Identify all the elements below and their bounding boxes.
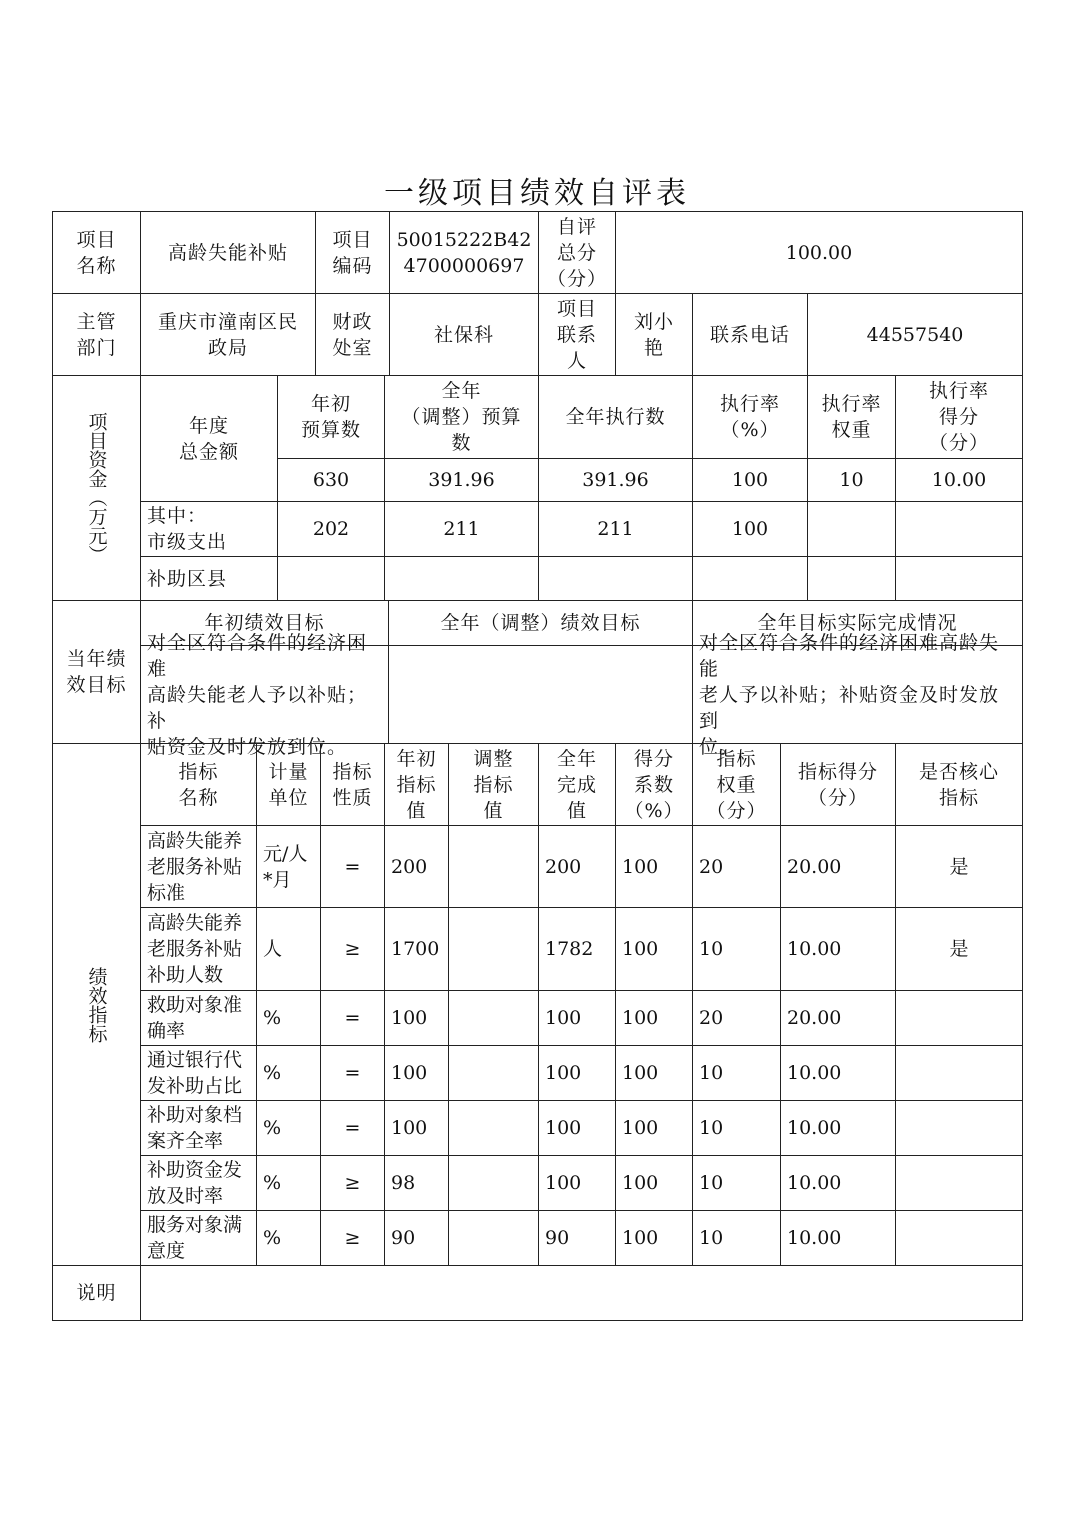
indicator-row-core: [895, 990, 1023, 1046]
indicator-row-core: [895, 1045, 1023, 1101]
funds-county-score: [895, 556, 1023, 601]
funds-total-executed: 391.96: [538, 458, 693, 502]
indicator-row-weight: 10: [692, 1100, 781, 1156]
indicator-row-actual: 100: [538, 990, 616, 1046]
funds-total-rate: 100: [692, 458, 808, 502]
indicator-row-score: 10.00: [780, 1210, 896, 1266]
self-score-label: 自评 总分 （分）: [538, 211, 616, 294]
indicator-row-score: 20.00: [780, 990, 896, 1046]
indicator-row-core: [895, 1100, 1023, 1156]
funds-total-initial: 630: [277, 458, 385, 502]
funds-city-rate: 100: [692, 501, 808, 557]
indicator-row-name: 补助资金发 放及时率: [140, 1155, 257, 1211]
indicator-row-coef: 100: [615, 825, 693, 908]
indicator-header-name: 指标 名称: [140, 743, 257, 826]
indicator-row-coef: 100: [615, 1210, 693, 1266]
project-code-label: 项目 编码: [315, 211, 390, 294]
indicator-row-actual: 100: [538, 1100, 616, 1156]
indicator-row-nature: =: [320, 1100, 385, 1156]
funds-initial-header: 年初 预算数: [277, 375, 385, 459]
goals-section-label: 当年绩 效目标: [52, 600, 141, 744]
indicator-row-coef: 100: [615, 1045, 693, 1101]
indicator-row-coef: 100: [615, 1100, 693, 1156]
indicator-row-adjusted: [448, 990, 539, 1046]
indicator-row-initial: 98: [384, 1155, 449, 1211]
indicator-row-adjusted: [448, 1100, 539, 1156]
funds-city-initial: 202: [277, 501, 385, 557]
indicator-header-actual: 全年 完成 值: [538, 743, 616, 826]
funds-city-score: [895, 501, 1023, 557]
goals-initial-header: 年初绩效目标: [140, 600, 389, 646]
finance-office-value: 社保科: [389, 293, 539, 376]
contact-value: 刘小 艳: [615, 293, 693, 376]
indicators-section-label: 绩效指标: [52, 743, 141, 1266]
remarks-value: [140, 1265, 1023, 1321]
indicator-row-nature: ≥: [320, 1210, 385, 1266]
indicator-row-initial: 100: [384, 1100, 449, 1156]
goals-actual-header: 全年目标实际完成情况: [692, 600, 1023, 646]
indicator-row-score: 10.00: [780, 1100, 896, 1156]
indicator-row-adjusted: [448, 825, 539, 908]
indicator-row-core: 是: [895, 825, 1023, 908]
funds-county-label: 补助区县: [140, 556, 278, 601]
indicator-header-adjusted: 调整 指标 值: [448, 743, 539, 826]
phone-value: 44557540: [807, 293, 1023, 376]
indicator-row-weight: 20: [692, 990, 781, 1046]
indicator-header-initial: 年初 指标 值: [384, 743, 449, 826]
funds-city-executed: 211: [538, 501, 693, 557]
indicator-row-name: 高龄失能养 老服务补贴 补助人数: [140, 907, 257, 991]
indicator-row-adjusted: [448, 1210, 539, 1266]
funds-weight-header: 执行率 权重: [807, 375, 896, 459]
indicator-row-score: 10.00: [780, 907, 896, 991]
indicator-row-coef: 100: [615, 907, 693, 991]
indicator-row-weight: 10: [692, 1155, 781, 1211]
indicator-row-weight: 10: [692, 1210, 781, 1266]
indicator-row-coef: 100: [615, 990, 693, 1046]
indicator-row-unit: %: [256, 1100, 321, 1156]
dept-value: 重庆市潼南区民 政局: [140, 293, 316, 376]
funds-city-label: 其中： 市级支出: [140, 501, 278, 557]
indicator-row-name: 补助对象档 案齐全率: [140, 1100, 257, 1156]
funds-section-label: 项目资金（万元）: [52, 375, 141, 601]
indicator-row-initial: 1700: [384, 907, 449, 991]
project-code-value: 50015222B42 4700000697: [389, 211, 539, 294]
indicator-row-score: 10.00: [780, 1045, 896, 1101]
funds-score-header: 执行率 得分 （分）: [895, 375, 1023, 459]
goals-initial-text: 对全区符合条件的经济困难 高龄失能老人予以补贴；补 贴资金及时发放到位。: [140, 645, 389, 744]
indicator-row-name: 通过银行代 发补助占比: [140, 1045, 257, 1101]
dept-label: 主管 部门: [52, 293, 141, 376]
indicator-row-actual: 90: [538, 1210, 616, 1266]
indicator-row-name: 救助对象准 确率: [140, 990, 257, 1046]
indicator-row-coef: 100: [615, 1155, 693, 1211]
indicator-row-unit: 人: [256, 907, 321, 991]
goals-adjusted-text: [388, 645, 693, 744]
project-name-value: 高龄失能补贴: [140, 211, 316, 294]
funds-rate-header: 执行率 （%）: [692, 375, 808, 459]
indicator-row-nature: =: [320, 1045, 385, 1101]
funds-total-score: 10.00: [895, 458, 1023, 502]
indicator-row-unit: %: [256, 990, 321, 1046]
indicator-header-score: 指标得分 （分）: [780, 743, 896, 826]
indicator-header-nature: 指标 性质: [320, 743, 385, 826]
indicator-row-name: 服务对象满 意度: [140, 1210, 257, 1266]
funds-adjusted-header: 全年 （调整）预算 数: [384, 375, 539, 459]
indicator-row-actual: 100: [538, 1155, 616, 1211]
indicator-row-initial: 100: [384, 1045, 449, 1101]
indicator-row-weight: 10: [692, 907, 781, 991]
remarks-label: 说明: [52, 1265, 141, 1321]
self-score-value: 100.00: [615, 211, 1023, 294]
funds-county-weight: [807, 556, 896, 601]
indicator-row-core: 是: [895, 907, 1023, 991]
finance-office-label: 财政 处室: [315, 293, 390, 376]
project-name-label: 项目 名称: [52, 211, 141, 294]
goals-actual-text: 对全区符合条件的经济困难高龄失能 老人予以补贴；补贴资金及时发放到 位。: [692, 645, 1023, 744]
indicator-row-weight: 10: [692, 1045, 781, 1101]
indicator-row-adjusted: [448, 907, 539, 991]
indicator-row-actual: 1782: [538, 907, 616, 991]
indicator-row-adjusted: [448, 1045, 539, 1101]
funds-total-adjusted: 391.96: [384, 458, 539, 502]
indicator-row-score: 10.00: [780, 1155, 896, 1211]
funds-total-header: 年度 总金额: [140, 375, 278, 502]
indicator-header-coef: 得分 系数 （%）: [615, 743, 693, 826]
funds-county-rate: [692, 556, 808, 601]
funds-city-adjusted: 211: [384, 501, 539, 557]
phone-label: 联系电话: [692, 293, 808, 376]
indicator-row-unit: %: [256, 1210, 321, 1266]
funds-county-initial: [277, 556, 385, 601]
indicator-row-unit: %: [256, 1045, 321, 1101]
indicator-row-unit: %: [256, 1155, 321, 1211]
indicator-row-actual: 200: [538, 825, 616, 908]
indicator-row-initial: 100: [384, 990, 449, 1046]
indicator-header-core: 是否核心 指标: [895, 743, 1023, 826]
contact-label: 项目 联系 人: [538, 293, 616, 376]
page-title: 一级项目绩效自评表: [384, 176, 690, 211]
indicator-row-nature: =: [320, 825, 385, 908]
indicator-row-nature: ≥: [320, 907, 385, 991]
indicator-row-core: [895, 1210, 1023, 1266]
funds-executed-header: 全年执行数: [538, 375, 693, 459]
indicator-row-initial: 200: [384, 825, 449, 908]
indicator-row-nature: ≥: [320, 1155, 385, 1211]
funds-county-executed: [538, 556, 693, 601]
indicator-row-score: 20.00: [780, 825, 896, 908]
indicator-row-actual: 100: [538, 1045, 616, 1101]
funds-total-weight: 10: [807, 458, 896, 502]
indicator-header-unit: 计量 单位: [256, 743, 321, 826]
funds-city-weight: [807, 501, 896, 557]
indicator-row-adjusted: [448, 1155, 539, 1211]
funds-county-adjusted: [384, 556, 539, 601]
indicator-row-name: 高龄失能养 老服务补贴 标准: [140, 825, 257, 908]
indicator-row-initial: 90: [384, 1210, 449, 1266]
indicator-row-core: [895, 1155, 1023, 1211]
goals-adjusted-header: 全年（调整）绩效目标: [388, 600, 693, 646]
indicator-row-nature: =: [320, 990, 385, 1046]
indicator-row-unit: 元/人 *月: [256, 825, 321, 908]
indicator-row-weight: 20: [692, 825, 781, 908]
indicator-header-weight: 指标 权重 （分）: [692, 743, 781, 826]
